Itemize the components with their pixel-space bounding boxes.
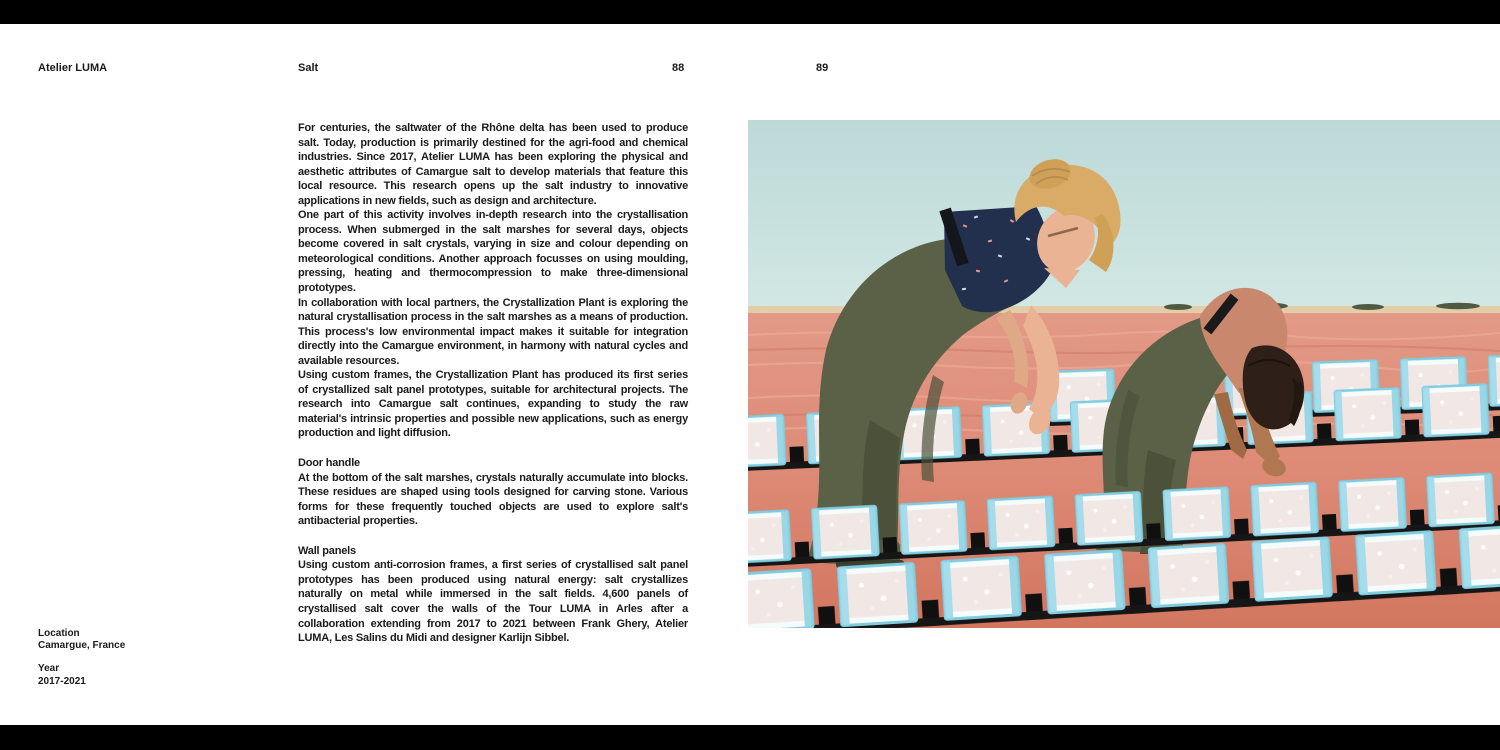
paragraph: Using custom frames, the Crystallization Plant has produced its first series of crystallized salt panel prototypes, suitable for architectural projects. The research into Camargue salt continues, expanding to study the raw material's intrinsic properties and possible new applications, such as energy production and light diffusion.	[298, 369, 688, 440]
year-label: Year	[38, 663, 60, 675]
section-heading: Wall panels	[298, 544, 356, 557]
page-number-right: 89	[816, 62, 829, 74]
photo-salt-marsh	[748, 120, 1500, 628]
page-number-left: 88	[672, 62, 685, 74]
bottom-letterbox-bar	[0, 725, 1500, 750]
paragraph: In collaboration with local partners, the Crystallization Plant is exploring the natural crystallisation process in the salt marshes as a means of production. This process's low environmental impact makes it suitable for integration directly into the Camargue environment, in harmony with natural cycles and available resources.	[298, 296, 688, 367]
section-door-handle	[298, 456, 688, 529]
section-body: Using custom anti-corrosion frames, a first series of crystallised salt panel prototypes has been produced using natural energy: salt crystallizes naturally on metal while immersed in the salt fields. 4,600 panels of crystallised salt cover the walls of the Tour LUMA in Arles after a collaboration extending from 2017 to 2021 between Frank Ghery, Atelier LUMA, Les Salins du Midi and designer Karlijn Sibbel.	[298, 559, 688, 645]
section-heading: Door handle	[298, 457, 360, 470]
top-letterbox-bar	[0, 0, 1500, 24]
metadata-year	[38, 663, 125, 687]
metadata-location	[38, 628, 125, 652]
year-value: 2017-2021	[38, 675, 86, 687]
paragraph: For centuries, the saltwater of the Rhône delta has been used to produce salt. Today, production is primarily destined for the agri-food and chemical industries. Since 2017, Atelier LUMA has been exploring the physical and aesthetic attributes of Camargue salt to develop materials that feature this local resource. This research opens up the salt industry to innovative applications in new fields, such as design and architecture.	[298, 122, 688, 207]
paragraph: One part of this activity involves in-depth research into the crystallisation process. When submerged in the salt marshes for several days, objects become covered in salt crystals, varying in size and colour depending on meteorological conditions. Another approach focusses on using moulding, pressing, heating and thermocompression to make three-dimensional prototypes.	[298, 209, 688, 295]
location-label: Location	[38, 628, 80, 639]
salt-marsh-illustration	[748, 120, 1500, 628]
running-head-brand: Atelier LUMA	[38, 62, 108, 74]
project-metadata	[38, 628, 125, 699]
section-wall-panels	[298, 544, 688, 646]
section-body: At the bottom of the salt marshes, crystals naturally accumulate into blocks. These residues are shaped using tools designed for carving stone. Various forms for these frequently touched objects are used to explore salt's antibacterial properties.	[298, 471, 688, 528]
location-value: Camargue, France	[38, 640, 126, 652]
running-head-chapter: Salt	[298, 62, 319, 74]
body-text-column	[298, 121, 688, 646]
sky	[748, 120, 1500, 313]
